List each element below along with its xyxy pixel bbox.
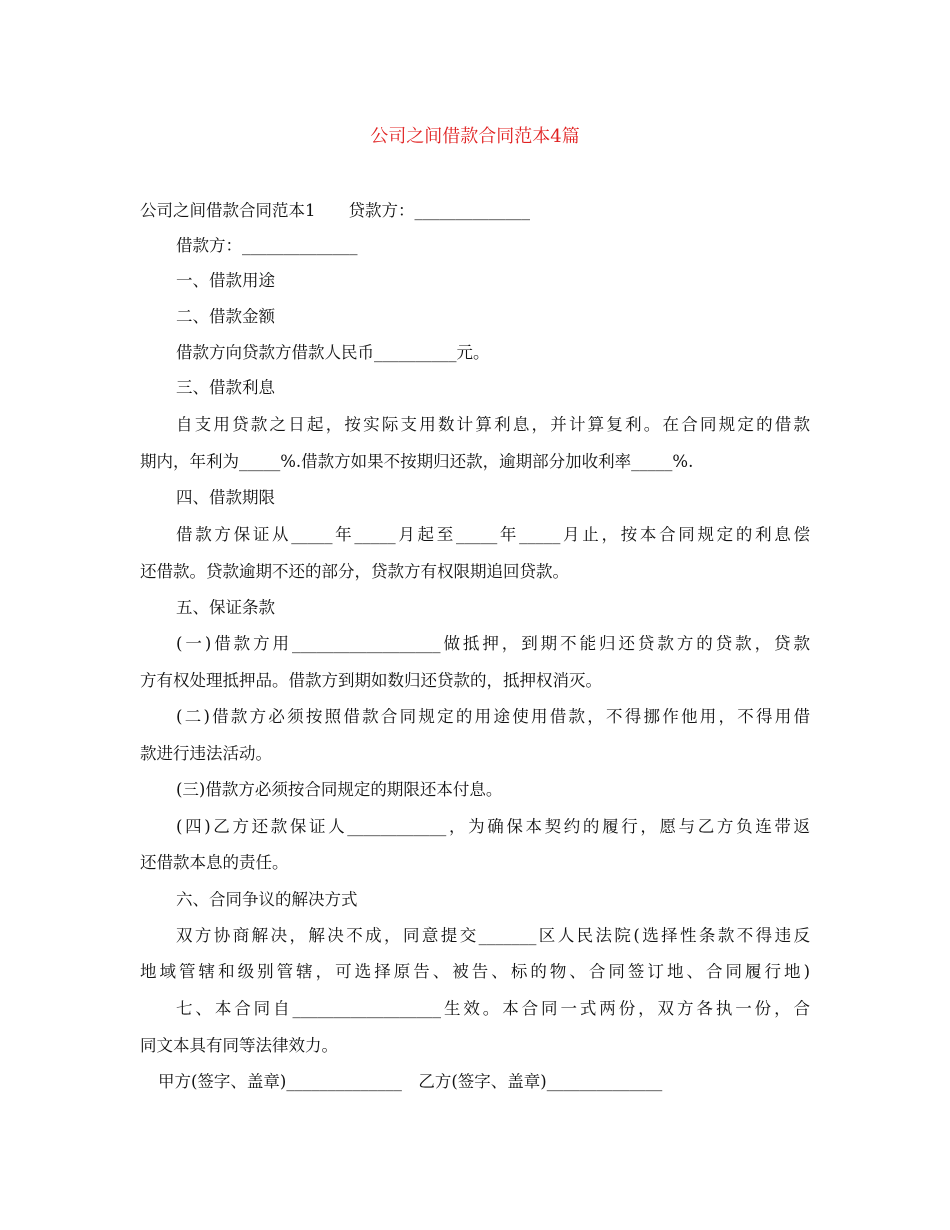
- section-4-heading: 四、借款期限: [176, 488, 275, 507]
- contract-heading-line: 公司之间借款合同范本1 贷款方：______________: [140, 201, 530, 220]
- term-paragraph-line-2: 还借款。贷款逾期不还的部分，贷款方有权限期追回贷款。: [140, 562, 569, 581]
- borrower-line: 借款方：______________: [176, 236, 358, 255]
- dispute-paragraph-line-2: 地域管辖和级别管辖，可选择原告、被告、标的物、合同签订地、合同履行地): [140, 962, 810, 981]
- guarantee-clause-4-line-2: 还借款本息的责任。: [140, 853, 289, 872]
- term-paragraph-line-1: 借款方保证从_____年_____月起至_____年_____月止，按本合同规定的利息偿: [176, 525, 810, 544]
- section-2-heading: 二、借款金额: [176, 307, 275, 326]
- guarantee-clause-1-line-1: (一)借款方用__________________做抵押，到期不能归还贷款方的贷款，贷款: [176, 634, 810, 653]
- section-7-line-2: 同文本具有同等法律效力。: [140, 1036, 338, 1055]
- section-6-heading: 六、合同争议的解决方式: [176, 890, 358, 909]
- interest-paragraph-line-2: 期内，年利为_____%.借款方如果不按期归还款，逾期部分加收利率_____%.: [140, 452, 694, 471]
- guarantee-clause-4-line-1: (四)乙方还款保证人____________，为确保本契约的履行，愿与乙方负连带返: [176, 817, 810, 836]
- section-1-heading: 一、借款用途: [176, 271, 275, 290]
- section-7-line-1: 七、本合同自__________________生效。本合同一式两份，双方各执一份，合: [176, 999, 810, 1018]
- dispute-paragraph-line-1: 双方协商解决，解决不成，同意提交_______区人民法院(选择性条款不得违反: [176, 926, 810, 945]
- amount-line: 借款方向贷款方借款人民币__________元。: [176, 343, 490, 362]
- guarantee-clause-3: (三)借款方必须按合同规定的期限还本付息。: [176, 780, 503, 799]
- guarantee-clause-1-line-2: 方有权处理抵押品。借款方到期如数归还贷款的，抵押权消灭。: [140, 671, 602, 690]
- section-3-heading: 三、借款利息: [176, 378, 275, 397]
- interest-paragraph-line-1: 自支用贷款之日起，按实际支用数计算利息，并计算复利。在合同规定的借款: [176, 415, 810, 434]
- section-5-heading: 五、保证条款: [176, 598, 275, 617]
- guarantee-clause-2-line-2: 款进行违法活动。: [140, 744, 272, 763]
- document-title: 公司之间借款合同范本4篇: [370, 126, 580, 147]
- guarantee-clause-2-line-1: (二)借款方必须按照借款合同规定的用途使用借款，不得挪作他用，不得用借: [176, 707, 810, 726]
- signature-line: 甲方(签字、盖章)______________ 乙方(签字、盖章)______________: [158, 1072, 663, 1091]
